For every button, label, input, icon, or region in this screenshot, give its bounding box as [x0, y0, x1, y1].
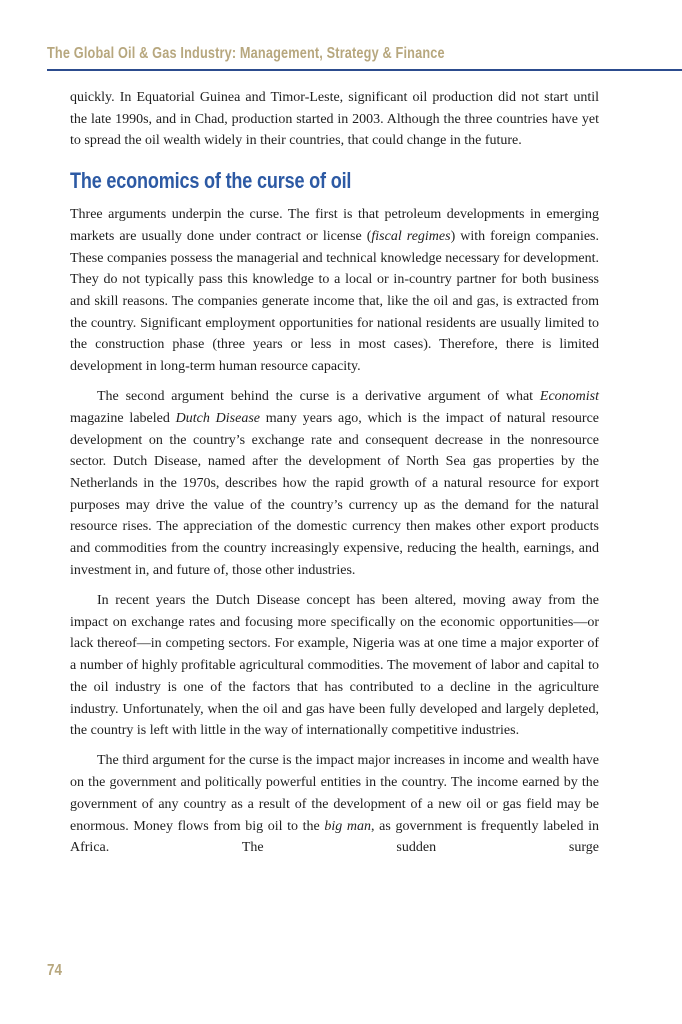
page-number: 74	[47, 962, 62, 979]
running-header: The Global Oil & Gas Industry: Management, Strategy & Finance	[47, 45, 445, 62]
paragraph-dutch-disease-altered: In recent years the Dutch Disease concept has been altered, moving away from the impact on exchange rates and focusing more specifically on the economic opportunities—or lack thereof—in competing sectors. For example, Nigeria was at one time a major exporter of a number of highly profitable agricultural commodities. The movement of labor and capital to the oil industry is one of the factors that has contributed to a decline in the agriculture industry. Unfortunately, when the oil and gas have been fully developed and largely depleted, the country is left with little in the way of internationally competitive industries.	[70, 593, 599, 739]
paragraph-first-argument: Three arguments underpin the curse. The first is that petroleum developments in emerging markets are usually done under contract or license (fiscal regimes) with foreign companies. These companies possess the managerial and technical knowledge necessary for development. They do not typically pass this knowledge to a local or in-country partner for both business and skill reasons. The companies generate income that, like the oil and gas, is extracted from the country. Significant employment opportunities for national residents are usually limited to the construction phase (three years or less in most cases). Therefore, there is limited development in long-term human resource capacity.	[70, 207, 599, 375]
paragraph-third-argument: The third argument for the curse is the impact major increases in income and wealth have on the government and politically powerful entities in the country. The income earned by the government of any country as a result of the development of a new oil or gas field may be enormous. Money flows from big oil to the big man, as government is frequently labeled in Africa. The sudden surge	[70, 753, 600, 856]
header-rule	[47, 69, 682, 71]
section-heading: The economics of the curse of oil	[70, 168, 352, 194]
paragraph-second-argument: The second argument behind the curse is a derivative argument of what Economist magazine labeled Dutch Disease many years ago, which is the impact of natural resource development on the country’s exchange rate and consequent decrease in the nonresource sector. Dutch Disease, named after the development of North Sea gas properties by the Netherlands in the 1970s, describes how the rapid growth of a natural resource for export purposes may drive the value of the country’s currency up as the demand for the natural resource rises. The appreciation of the domestic currency then makes other export products and commodities from the country increasingly expensive, reducing the health, earnings, and investment in, and future of, those other industries.	[70, 389, 599, 578]
page-body	[70, 87, 599, 868]
intro-paragraph: quickly. In Equatorial Guinea and Timor-Leste, significant oil production did not start until the late 1990s, and in Chad, production started in 2003. Although the three countries have yet to spread the oil wealth widely in their countries, that could change in the future.	[70, 90, 599, 149]
